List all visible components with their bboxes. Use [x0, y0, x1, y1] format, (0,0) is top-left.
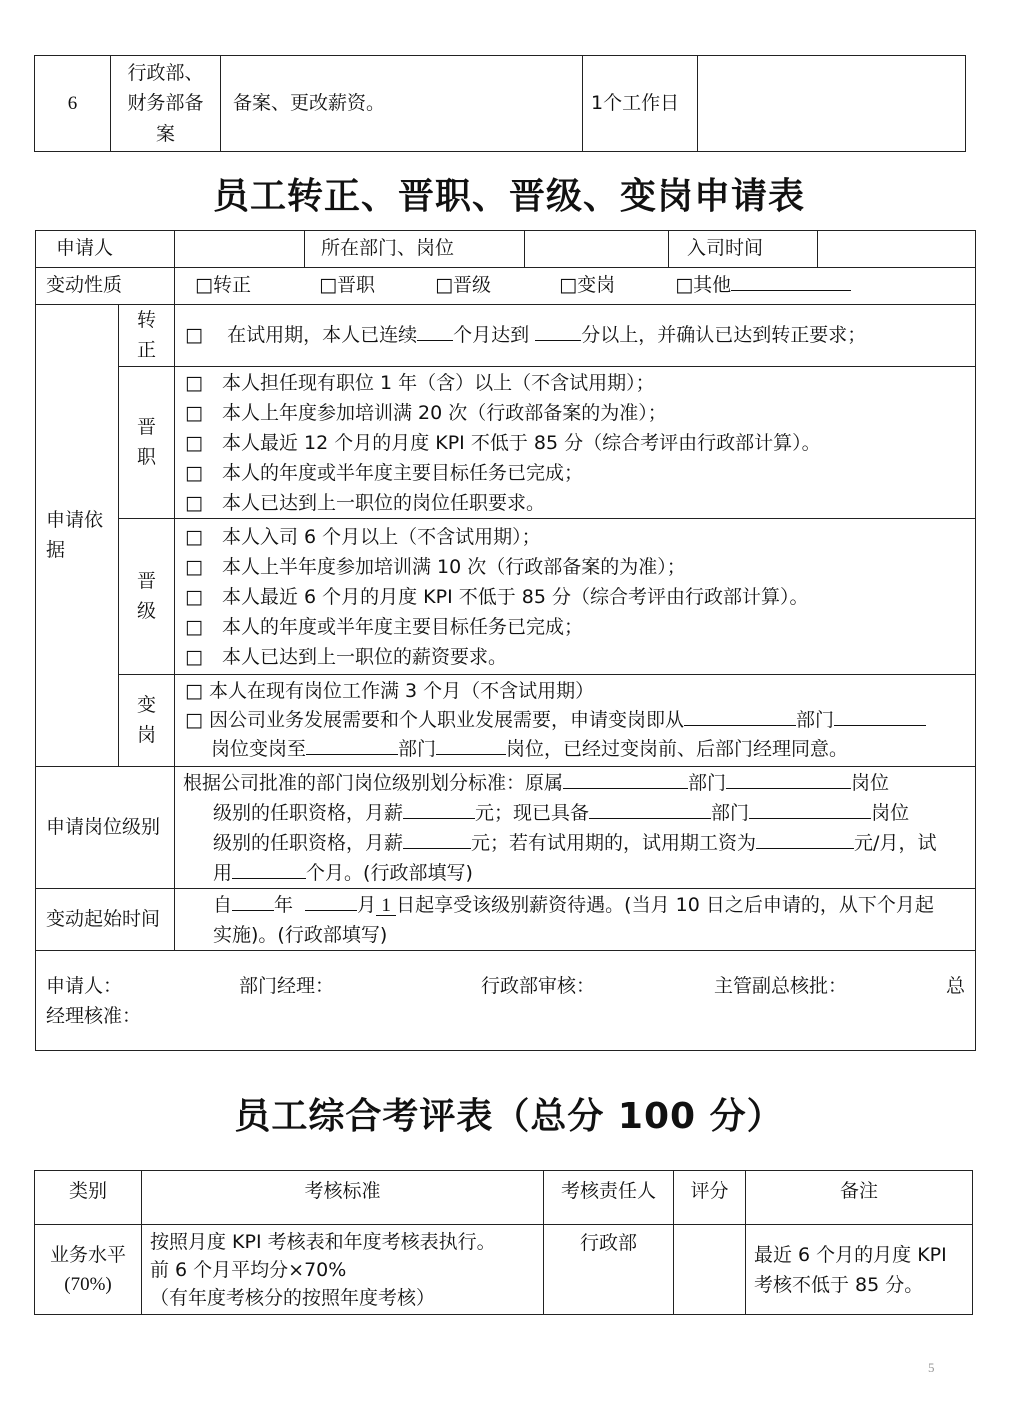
level-text-l: 个月。(行政部填写) [306, 861, 473, 884]
level-content [175, 767, 976, 889]
transfer-dept-word: 部门 [796, 709, 835, 731]
level-text-a: 根据公司批准的部门岗位级别划分标准：原属 [183, 771, 564, 794]
new-post-blank[interactable] [749, 800, 871, 819]
promotion-conditions [175, 367, 976, 519]
header-responsible: 考核责任人 [544, 1171, 674, 1225]
row-category: 业务水平 (70%) [35, 1225, 142, 1315]
row-remark: 最近 6 个月的月度 KPI 考核不低于 85 分。 [746, 1225, 973, 1315]
dept-post-label: 所在部门、岗位 [305, 231, 525, 268]
regular-text-1: 在试用期，本人已连续 [227, 323, 418, 346]
sig-gm-2: 经理核准： [46, 1004, 142, 1027]
regular-text-3: 分以上，并确认已达到转正要求； [581, 323, 867, 346]
regular-text-2: 个月达到 [453, 323, 530, 346]
sig-vp-approve: 主管副总核批： [714, 974, 848, 997]
start-text-b: 年 [274, 893, 294, 916]
start-text-d: 日起享受该级别薪资待遇。(当月 10 日之后申请的，从下个月起 [396, 893, 934, 916]
join-date-label: 入司时间 [669, 231, 818, 268]
grade-item[interactable]: □ 本人入司 6 个月以上（不含试用期）； [185, 525, 541, 548]
transfer-consent-text: 岗位，已经过变岗前、后部门经理同意。 [506, 738, 849, 760]
promotion-item[interactable]: □ 本人担任现有职位 1 年（含）以上（不含试用期）； [185, 371, 655, 394]
start-label: 变动起始时间 [36, 889, 175, 951]
promotion-item[interactable]: □ 本人的年度或半年度主要目标任务已完成； [185, 461, 583, 484]
regular-label: 转 正 [119, 305, 175, 367]
applicant-value[interactable] [175, 231, 305, 268]
start-year-blank[interactable] [232, 892, 274, 911]
header-category: 类别 [35, 1171, 142, 1225]
regular-conditions [175, 305, 976, 367]
level-text-f: 部门 [711, 801, 750, 824]
promotion-item[interactable]: □ 本人最近 12 个月的月度 KPI 不低于 85 分（综合考评由行政部计算）。 [185, 431, 821, 454]
step-content: 备案、更改薪资。 [221, 56, 583, 152]
level-text-k: 用 [213, 861, 233, 884]
step-number: 6 [35, 56, 111, 152]
row-standard: 按照月度 KPI 考核表和年度考核表执行。 前 6 个月平均分×70% （有年度考核分的按照年度考核） [142, 1225, 544, 1315]
level-text-j: 元/月，试 [854, 831, 937, 854]
start-text-a: 自 [213, 893, 233, 916]
promotion-item[interactable]: □ 本人上年度参加培训满 20 次（行政部备案的为准）； [185, 401, 667, 424]
grade-item[interactable]: □ 本人的年度或半年度主要目标任务已完成； [185, 615, 583, 638]
transfer-item-1[interactable]: □ 本人在现有岗位工作满 3 个月（不含试用期） [185, 680, 595, 702]
start-month-blank[interactable] [305, 892, 357, 911]
transfer-label: 变 岗 [119, 675, 175, 767]
start-day-value[interactable]: 1 [376, 897, 396, 916]
orig-post-blank[interactable] [726, 770, 851, 789]
page-number: 5 [928, 1360, 935, 1375]
level-text-e: 元；现已具备 [475, 801, 590, 824]
level-text-g: 岗位 [871, 801, 910, 824]
level-text-b: 部门 [688, 771, 727, 794]
new-dept-blank[interactable] [589, 800, 711, 819]
dept-post-value[interactable] [525, 231, 669, 268]
sig-applicant: 申请人： [46, 974, 123, 997]
form2-title: 员工综合考评表（总分 100 分） [234, 1096, 784, 1137]
regular-checkbox[interactable]: □ [185, 323, 203, 346]
grade-item[interactable]: □ 本人最近 6 个月的月度 KPI 不低于 85 分（综合考评由行政部计算）。 [185, 585, 809, 608]
regular-score-blank[interactable] [535, 322, 581, 341]
start-text-c: 月 [357, 893, 377, 916]
start-text-e: 实施)。(行政部填写) [213, 923, 388, 946]
from-post-blank[interactable] [834, 707, 926, 726]
to-dept-blank[interactable] [306, 736, 398, 755]
level-label: 申请岗位级别 [36, 767, 175, 889]
grade-item[interactable]: □ 本人已达到上一职位的薪资要求。 [185, 645, 507, 668]
from-dept-blank[interactable] [684, 707, 796, 726]
step-duration: 1个工作日 [583, 56, 698, 152]
option-grade[interactable]: □晋级 [435, 274, 492, 297]
other-blank[interactable] [731, 272, 851, 291]
sig-admin-review: 行政部审核： [481, 974, 596, 997]
trial-salary-blank[interactable] [756, 830, 854, 849]
level-text-c: 岗位 [851, 771, 890, 794]
option-promotion[interactable]: □晋职 [319, 274, 376, 297]
option-transfer[interactable]: □变岗 [559, 274, 616, 297]
applicant-label: 申请人 [36, 231, 175, 268]
option-regular[interactable]: □转正 [195, 274, 251, 297]
signature-row [36, 951, 976, 1051]
level-text-d: 级别的任职资格，月薪 [213, 801, 404, 824]
option-other[interactable]: □其他 [675, 274, 732, 297]
orig-salary-blank[interactable] [403, 800, 475, 819]
change-type-label: 变动性质 [36, 268, 175, 305]
row-responsible: 行政部 [544, 1225, 674, 1315]
basis-label: 申请依 据 [36, 305, 119, 767]
promotion-item[interactable]: □ 本人已达到上一职位的岗位任职要求。 [185, 491, 545, 514]
transfer-conditions [175, 675, 976, 767]
row-score[interactable] [674, 1225, 746, 1315]
transfer-dept-word-2: 部门 [398, 738, 437, 760]
evaluation-table [34, 1170, 973, 1315]
new-salary-blank[interactable] [403, 830, 471, 849]
responsible-dept: 行政部、 财务部备 案 [111, 56, 221, 152]
promotion-label: 晋 职 [119, 367, 175, 519]
top-continuation-table [34, 55, 966, 152]
trial-months-blank[interactable] [232, 860, 306, 879]
grade-label: 晋 级 [119, 519, 175, 675]
sig-dept-manager: 部门经理： [239, 974, 335, 997]
regular-months-blank[interactable] [417, 322, 453, 341]
transfer-item-2[interactable]: □ 因公司业务发展需要和个人职业发展需要，申请变岗即从 [185, 709, 685, 731]
form1-title: 员工转正、晋职、晋级、变岗申请表 [212, 176, 805, 217]
sig-gm-1: 总 [946, 974, 966, 997]
grade-item[interactable]: □ 本人上半年度参加培训满 10 次（行政部备案的为准）； [185, 555, 686, 578]
grade-conditions [175, 519, 976, 675]
header-standard: 考核标准 [142, 1171, 544, 1225]
step-remark [698, 56, 966, 152]
header-remark: 备注 [746, 1171, 973, 1225]
start-content [175, 889, 976, 951]
join-date-value[interactable] [818, 231, 976, 268]
level-text-h: 级别的任职资格，月薪 [213, 831, 404, 854]
level-text-i: 元；若有试用期的，试用期工资为 [471, 831, 757, 854]
header-score: 评分 [674, 1171, 746, 1225]
to-post-blank[interactable] [436, 736, 506, 755]
change-type-options [175, 268, 976, 305]
orig-dept-blank[interactable] [563, 770, 688, 789]
application-form [35, 230, 976, 1051]
transfer-to-text: 岗位变岗至 [211, 738, 307, 760]
